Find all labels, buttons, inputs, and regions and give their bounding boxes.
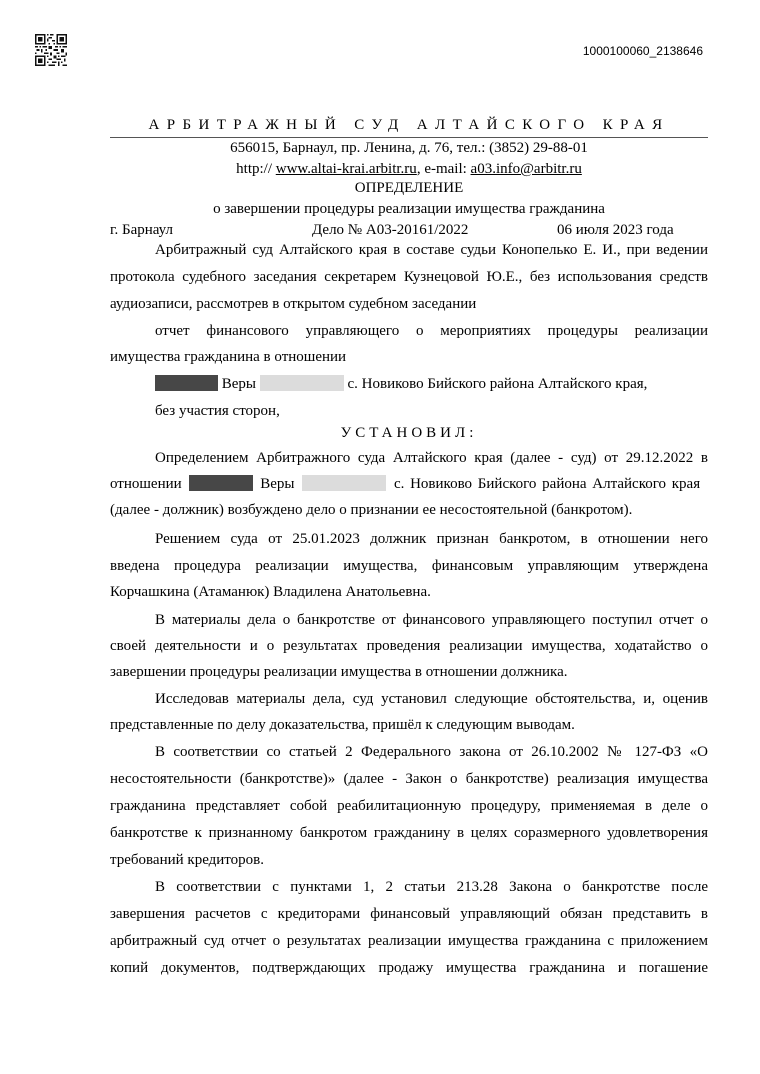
paragraph-line: В соответствии с пунктами 1, 2 статьи 213.28 Закона о банкротстве после: [155, 879, 708, 895]
debtor-line: [155, 375, 708, 393]
paragraph-line: представленные по делу доказательства, пришёл к следующим выводам.: [110, 717, 575, 733]
paragraph-line: В соответствии со статьей 2 Федерального закона от 26.10.2002 № 127-ФЗ «О: [155, 744, 708, 760]
court-address: 656015, Барнаул, пр. Ленина, д. 76, тел.: (3852) 29-88-01: [230, 140, 588, 156]
web-prefix: http://: [236, 161, 276, 177]
document-id: 1000100060_2138646: [582, 44, 703, 58]
established-heading: УСТАНОВИЛ:: [340, 425, 478, 441]
redaction-block: [260, 375, 344, 391]
paragraph-line: Арбитражный суд Алтайского края в составе судьи Конопелько Е. И., при ведении: [155, 242, 708, 258]
debtor-location: с. Новиково Бийского района Алтайского края,: [347, 376, 648, 392]
email-prefix: , e-mail:: [416, 161, 471, 177]
paragraph-line: Исследовав материалы дела, суд установил следующие обстоятельства, и, оценив: [155, 691, 708, 707]
paragraph-line: банкротстве к признанному банкротом гражданину в целях соразмерного удовлетворения: [110, 825, 708, 841]
debtor-first-name: Веры: [260, 476, 295, 492]
redaction-block: [155, 375, 218, 391]
court-name: АРБИТРАЖНЫЙ СУД АЛТАЙСКОГО КРАЯ: [148, 117, 670, 133]
paragraph-line: несостоятельности (банкротстве)» (далее - Закон о банкротстве) реализация имущества: [110, 771, 708, 787]
website-link[interactable]: www.altai-krai.arbitr.ru: [275, 161, 417, 177]
header-divider: [110, 137, 708, 138]
email-link[interactable]: a03.info@arbitr.ru: [470, 161, 582, 177]
document-type: ОПРЕДЕЛЕНИЕ: [354, 180, 464, 196]
paragraph-line: завершении процедуры реализации имущества в отношении должника.: [110, 664, 568, 680]
redaction-block: [189, 475, 253, 491]
paragraph-line: введена процедура реализации имущества, финансовым управляющим утверждена: [110, 558, 708, 574]
debtor-first-name: Веры: [221, 376, 256, 392]
paragraph-line: имущества гражданина в отношении: [110, 349, 347, 365]
paragraph-line: Решением суда от 25.01.2023 должник признан банкротом, в отношении него: [155, 531, 708, 547]
decision-date: 06 июля 2023 года: [557, 222, 674, 238]
paragraph-line: В материалы дела о банкротстве от финансового управляющего поступил отчет о: [155, 612, 708, 628]
paragraph-line: аудиозаписи, рассмотрев в открытом судебном заседании: [110, 296, 477, 312]
debtor-line: [110, 475, 708, 493]
paragraph-line: требований кредиторов.: [110, 852, 264, 868]
qr-code-icon: [35, 34, 67, 66]
paragraph-line: протокола судебного заседания секретарем Кузнецовой Ю.Е., без использования средств: [110, 269, 708, 285]
paragraph-line: копий документов, подтверждающих продажу имущества гражданина и погашение: [110, 960, 708, 976]
paragraph-line: завершения расчетов с кредиторами финансовый управляющий обязан представить в: [110, 906, 708, 922]
paragraph-line: гражданина представляет собой реабилитационную процедуру, применяемая в деле о: [110, 798, 708, 814]
paragraph-line: Определением Арбитражного суда Алтайского края (далее - суд) от 29.12.2022 в: [155, 450, 708, 466]
case-number: Дело № А03-20161/2022: [312, 222, 469, 238]
paragraph-line: Корчашкина (Атаманюк) Владилена Анатольевна.: [110, 584, 431, 600]
city: г. Барнаул: [110, 222, 173, 238]
redaction-block: [302, 475, 386, 491]
paragraph-line: своей деятельности и о результатах проведения реализации имущества, ходатайство о: [110, 638, 708, 654]
court-contacts: [110, 161, 708, 178]
document-subject: о завершении процедуры реализации имущества гражданина: [213, 201, 605, 217]
paragraph-line: без участия сторон,: [155, 403, 280, 419]
paragraph-text: отношении: [110, 476, 182, 492]
paragraph-line: отчет финансового управляющего о мероприятиях процедуры реализации: [155, 323, 708, 339]
paragraph-line: (далее - должник) возбуждено дело о признании ее несостоятельной (банкротом).: [110, 502, 633, 518]
paragraph-line: арбитражный суд отчет о результатах реализации имущества гражданина с приложением: [110, 933, 708, 949]
debtor-location: с. Новиково Бийского района Алтайского края: [393, 476, 701, 492]
